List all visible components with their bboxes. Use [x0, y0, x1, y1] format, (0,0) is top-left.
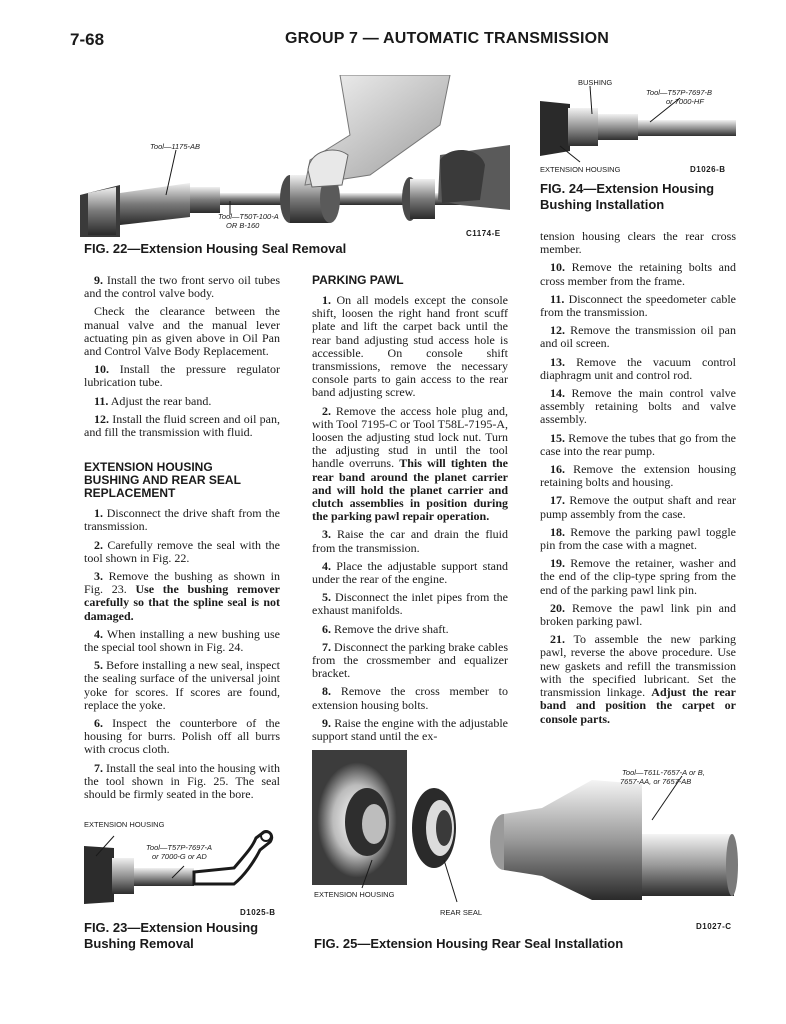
- fig24-label-tool1: Tool—T57P-7697-B: [646, 88, 713, 97]
- para-c1-s3: 3. Remove the bushing as shown in Fig. 23. Use the bushing remover carefully so that the spline seal is not damaged.: [84, 569, 281, 623]
- fig23-label-tool2: or 7000-G or AD: [152, 852, 207, 861]
- para-c1-9: 9. Install the two front servo oil tubes and the control valve body.: [84, 273, 280, 301]
- para-c3-17: 17. Remove the output shaft and rear pump assembly from the case.: [540, 493, 737, 521]
- fig22-drawing: [80, 75, 510, 240]
- para-c1-9b: Check the clearance between the manual valve and the manual lever actuating pin as given above in Oil Pan and Control Valve Body Replacement.: [84, 304, 280, 359]
- para-c1-s2: 2. Carefully remove the seal with the tool shown in Fig. 22.: [84, 537, 281, 565]
- para-c1-s4: 4. When installing a new bushing use the special tool shown in Fig. 24.: [84, 626, 280, 655]
- column-middle: [312, 274, 508, 748]
- para-c2-2: 2. Remove the access hole plug and, with Tool 7195-C or Tool T58L-7195-A, loosen the adjusting stud lock nut. Turn the adjusting stud in until the tool handle overruns. This will tighten the rear band around the planet carrier and will hold the planet carrier and clutch assemblies in position during the parking pawl repair operation.: [312, 403, 509, 524]
- fig25-label-seal: REAR SEAL: [440, 908, 483, 917]
- fig24-code: D1026-B: [690, 165, 726, 174]
- para-c2-4: 4. Place the adjustable support stand under the rear of the engine.: [312, 558, 508, 587]
- para-c2-5: 5. Disconnect the inlet pipes from the exhaust manifolds.: [312, 590, 508, 618]
- para-c3-18: 18. Remove the parking pawl toggle pin from the case with a magnet.: [540, 524, 736, 553]
- fig25-caption: FIG. 25—Extension Housing Rear Seal Installation: [314, 936, 624, 951]
- fig23-caption-line1: FIG. 23—Extension Housing: [84, 920, 259, 935]
- para-c3-16: 16. Remove the extension housing retaining bolts and housing.: [540, 462, 736, 490]
- para-c3-19: 19. Remove the retainer, washer and the end of the clip-type spring from the end of the parking pawl link pin.: [540, 556, 737, 597]
- para-c1-s5: 5. Before installing a new seal, inspect the sealing surface of the universal joint yoke for scores. If scores are found, replace the yoke.: [84, 658, 281, 712]
- fig23-label-housing: EXTENSION HOUSING: [84, 820, 165, 829]
- para-c2-7: 7. Disconnect the parking brake cables from the crossmember and equalizer bracket.: [312, 639, 508, 681]
- fig22-caption: FIG. 22—Extension Housing Seal Removal: [84, 241, 347, 256]
- fig22-code: C1174-E: [466, 229, 501, 238]
- fig24-label-tool2: or 7000-HF: [666, 97, 704, 106]
- para-c2-6: 6. Remove the drive shaft.: [322, 621, 449, 636]
- fig25-label-tool2: 7657-AA, or 7657-AB: [620, 777, 692, 786]
- para-c1-10: 10. Install the pressure regulator lubrication tube.: [84, 362, 281, 390]
- fig24-caption-line2: Bushing Installation: [540, 197, 665, 212]
- para-c2-3: 3. Raise the car and drain the fluid from the transmission.: [312, 527, 509, 555]
- fig22-label-tool-a: Tool—1175-AB: [150, 142, 201, 151]
- para-c3-10: 10. Remove the retaining bolts and cross member from the frame.: [540, 260, 736, 288]
- fig23-illustration: [84, 828, 280, 906]
- para-c1-s6: 6. Inspect the counterbore of the housing for burrs. Polish off all burrs with crocus cloth.: [84, 716, 281, 757]
- fig22-label-tool-b2: OR B-160: [226, 221, 260, 230]
- para-c1-11: 11. Adjust the rear band.: [94, 393, 212, 408]
- para-c2-8: 8. Remove the cross member to extension housing bolts.: [312, 684, 509, 712]
- fig24-label-bushing: BUSHING: [578, 78, 613, 87]
- fig22-label-tool-b1: Tool—T50T-100-A: [218, 212, 279, 221]
- fig23-label-tool1: Tool—T57P-7697-A: [146, 843, 213, 852]
- para-c3-11: 11. Disconnect the speedometer cable from the transmission.: [540, 291, 736, 320]
- column-right: [540, 230, 736, 731]
- para-c1-12: 12. Install the fluid screen and oil pan, and fill the transmission with fluid.: [84, 411, 280, 440]
- fig23-drawing: [84, 828, 280, 906]
- para-c3-0: tension housing clears the rear cross member.: [540, 229, 736, 257]
- page-title: GROUP 7 — AUTOMATIC TRANSMISSION: [285, 30, 610, 47]
- para-c3-14: 14. Remove the main control valve assembly retaining bolts and valve assembly.: [540, 386, 737, 427]
- para-c3-20: 20. Remove the pawl link pin and broken parking pawl.: [540, 600, 736, 629]
- fig23-code: D1025-B: [240, 908, 276, 917]
- para-c1-s1: 1. Disconnect the drive shaft from the transmission.: [84, 506, 280, 534]
- fig24-label-housing: EXTENSION HOUSING: [540, 165, 621, 174]
- para-c3-12: 12. Remove the transmission oil pan and oil screen.: [540, 323, 737, 351]
- column-left: [84, 274, 280, 806]
- fig23-caption-line2: Bushing Removal: [84, 936, 194, 951]
- para-c2-1: 1. On all models except the console shift, loosen the right hand front scuff plate and lift the carpet back until the rear band adjusting stud access hole is accessible. On console shift transmissions, remove the necessary console parts to gain access to the rear band adjusting screw.: [312, 293, 509, 400]
- para-c3-15: 15. Remove the tubes that go from the case into the rear pump.: [540, 430, 736, 458]
- page-number: 7-68: [70, 30, 105, 49]
- para-c2-9: 9. Raise the engine with the adjustable support stand until the ex-: [312, 715, 509, 744]
- fig24-caption-line1: FIG. 24—Extension Housing: [540, 181, 715, 196]
- para-c1-s7: 7. Install the seal into the housing with the tool shown in Fig. 25. The seal should be firmly seated in the bore.: [84, 760, 281, 802]
- fig22-illustration: [80, 75, 510, 240]
- para-c3-13: 13. Remove the vacuum control diaphragm unit and control rod.: [540, 354, 736, 382]
- fig25-label-housing: EXTENSION HOUSING: [314, 890, 395, 899]
- fig25-code: D1027-C: [696, 922, 732, 931]
- para-c3-21: 21. To assemble the new parking pawl, reverse the above procedure. Use new gaskets and refill the transmission with the specified lubricant. Set the transmission linkage. Adjust the rear band and position the carpet or console parts.: [540, 632, 736, 726]
- fig25-label-tool1: Tool—T61L-7657-A or B,: [622, 768, 705, 777]
- section-heading-extension-housing: EXTENSION HOUSING BUSHING AND REAR SEAL REPLACEMENT: [84, 460, 241, 501]
- section-heading-parking-pawl: PARKING PAWL: [312, 273, 404, 287]
